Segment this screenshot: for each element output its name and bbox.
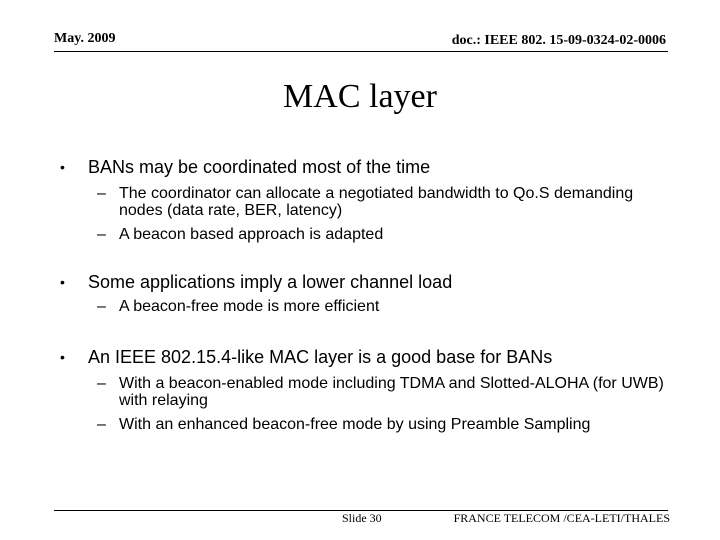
bullet-text: Some applications imply a lower channel load: [88, 272, 453, 292]
slide-number: Slide 30: [342, 511, 382, 525]
sub-text: With a beacon-enabled mode including TDMA and Slotted-ALOHA (for UWB) with relaying: [119, 375, 664, 409]
dash-marker: –: [97, 375, 106, 392]
sub-text: The coordinator can allocate a negotiated bandwidth to Qo.S demanding nodes (data rate, BER, latency): [119, 185, 634, 219]
header-divider: [54, 51, 668, 52]
bullet-marker: •: [60, 349, 65, 365]
header-date: May. 2009: [54, 31, 116, 46]
dash-marker: –: [97, 226, 106, 243]
dash-marker: –: [97, 416, 106, 433]
sub-text: A beacon based approach is adapted: [119, 226, 384, 243]
bullet-text: BANs may be coordinated most of the time: [88, 157, 431, 177]
sub-text: With an enhanced beacon-free mode by using Preamble Sampling: [119, 416, 591, 433]
bullet-marker: •: [60, 274, 65, 290]
slide-title: MAC layer: [283, 78, 437, 115]
header-doc-id: doc.: IEEE 802. 15-09-0324-02-0006: [451, 33, 666, 48]
dash-marker: –: [97, 185, 106, 202]
bullet-text: An IEEE 802.15.4-like MAC layer is a good base for BANs: [88, 347, 553, 367]
dash-marker: –: [97, 298, 106, 315]
sub-text: A beacon-free mode is more efficient: [119, 298, 380, 315]
bullet-marker: •: [60, 159, 65, 175]
footer-organizations: FRANCE TELECOM /CEA-LETI/THALES: [453, 511, 670, 525]
